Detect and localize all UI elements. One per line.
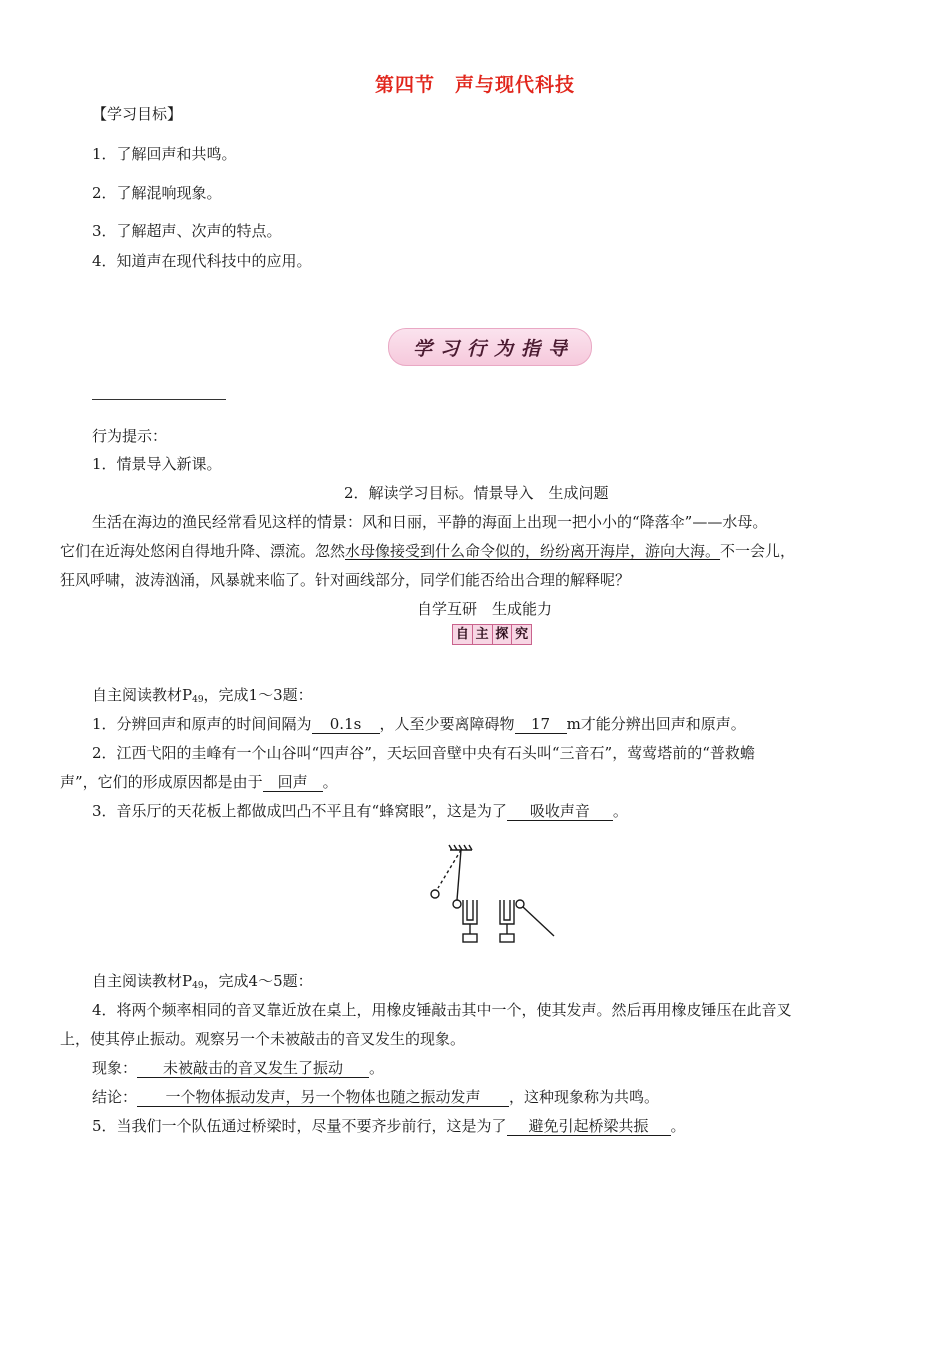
- question-text: 。: [612, 802, 628, 820]
- tuning-fork-diagram: [420, 842, 560, 952]
- scenario-text: 它们在近海处悠闲自得地升降、漂流。忽然: [60, 542, 346, 560]
- label-text: 结论：: [92, 1088, 138, 1106]
- scenario-paragraph: 生活在海边的渔民经常看见这样的情景：风和日丽，平静的海面上出现一把小小的“降落伞”——水母。: [92, 513, 768, 531]
- question-3: [92, 800, 628, 821]
- instruction-text: ，完成1～3题：: [203, 686, 313, 704]
- objective-item: 3．了解超声、次声的特点。: [92, 222, 282, 240]
- instruction-text: 自主阅读教材P: [92, 686, 193, 704]
- reading-instruction: [92, 684, 313, 705]
- self-study-badge: [452, 624, 532, 645]
- guide-step: 1．情景导入新课。: [92, 455, 222, 473]
- question-text: ，人至少要离障碍物: [379, 715, 515, 733]
- answer-blank: 17: [515, 715, 567, 734]
- instruction-text: 自主阅读教材P: [92, 972, 193, 990]
- conclusion-line: [92, 1086, 659, 1107]
- answer-blank: 0.1s: [312, 715, 380, 734]
- badge-char: 自: [453, 625, 473, 644]
- badge-char: 探: [493, 625, 513, 644]
- question-1: [92, 713, 746, 734]
- badge-char: 主: [473, 625, 493, 644]
- objectives-heading: 【学习目标】: [92, 105, 183, 123]
- answer-blank: 避免引起桥梁共振: [507, 1117, 671, 1136]
- question-2: 2．江西弋阳的圭峰有一个山谷叫“四声谷”，天坛回音壁中央有石头叫“三音石”，莺莺塔前的“普救蟾: [92, 744, 755, 762]
- question-5: [92, 1115, 686, 1136]
- label-text: 。: [369, 1059, 385, 1077]
- hint-label: 行为提示：: [92, 427, 168, 445]
- question-text: 声”，它们的形成原因都是由于: [60, 773, 263, 791]
- label-text: 现象：: [92, 1059, 138, 1077]
- page-subscript: 49: [192, 981, 204, 991]
- section-banner: [388, 328, 592, 366]
- reading-instruction: [92, 970, 313, 991]
- objective-item: 2．了解混响现象。: [92, 184, 222, 202]
- phenomenon-line: [92, 1057, 384, 1078]
- scenario-paragraph: 狂风呼啸，波涛汹涌，风暴就来临了。针对画线部分，同学们能否给出合理的解释呢？: [60, 571, 631, 589]
- question-2-cont: [60, 771, 338, 792]
- page-subscript: 49: [192, 695, 204, 705]
- label-text: ，这种现象称为共鸣。: [509, 1088, 660, 1106]
- scenario-text: 不一会儿，: [720, 542, 796, 560]
- question-4-cont: 上，使其停止振动。观察另一个未被敲击的音叉发生的现象。: [60, 1030, 466, 1048]
- page-title: 第四节 声与现代科技: [374, 74, 575, 96]
- divider-line: [92, 399, 226, 400]
- question-text: 5．当我们一个队伍通过桥梁时，尽量不要齐步前行，这是为了: [92, 1117, 507, 1135]
- badge-char: 究: [515, 627, 529, 642]
- question-text: 3．音乐厅的天花板上都做成凹凸不平且有“蜂窝眼”，这是为了: [92, 802, 507, 820]
- objective-item: 4．知道声在现代科技中的应用。: [92, 252, 312, 270]
- scenario-paragraph: [60, 540, 795, 561]
- question-text: 1．分辨回声和原声的时间间隔为: [92, 715, 312, 733]
- guide-step: 2．解读学习目标。情景导入 生成问题: [344, 484, 609, 502]
- instruction-text: ，完成4～5题：: [203, 972, 313, 990]
- objective-item: 1．了解回声和共鸣。: [92, 145, 237, 163]
- underlined-sentence: 水母像接受到什么命令似的，纷纷离开海岸，游向大海。: [345, 542, 721, 560]
- question-text: m才能分辨出回声和原声。: [566, 715, 746, 733]
- answer-blank: 吸收声音: [507, 802, 613, 821]
- answer-blank: 回声: [263, 773, 323, 792]
- answer-blank: 一个物体振动发声，另一个物体也随之振动发声: [137, 1088, 509, 1107]
- question-4: 4．将两个频率相同的音叉靠近放在桌上，用橡皮锤敲击其中一个，使其发声。然后再用橡皮锤压在此音叉: [92, 1001, 792, 1019]
- answer-blank: 未被敲击的音叉发生了振动: [137, 1059, 369, 1078]
- question-text: 。: [670, 1117, 686, 1135]
- banner-text: 学习行为指导: [412, 337, 575, 360]
- question-text: 。: [322, 773, 338, 791]
- section-heading: 自学互研 生成能力: [417, 600, 553, 618]
